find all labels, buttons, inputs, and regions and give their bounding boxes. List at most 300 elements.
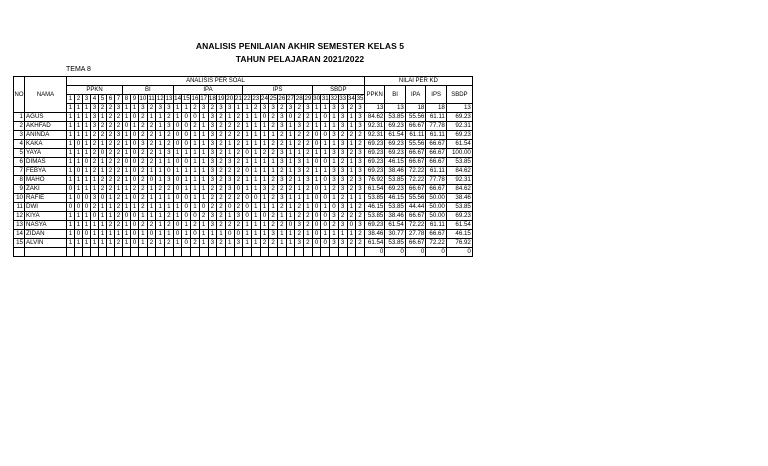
- score-cell: 1: [225, 239, 234, 248]
- kd-score-cell: 61.54: [385, 131, 406, 140]
- score-cell: 1: [199, 167, 208, 176]
- score-cell: 2: [234, 176, 243, 185]
- score-cell: 0: [131, 158, 139, 167]
- score-cell: 1: [243, 230, 252, 239]
- score-cell: 1: [251, 239, 260, 248]
- score-cell: 2: [91, 131, 99, 140]
- score-cell: 2: [115, 113, 123, 122]
- kd-score-cell: 66.67: [405, 149, 426, 158]
- score-cell: 3: [208, 212, 217, 221]
- score-cell: 2: [139, 203, 148, 212]
- score-cell: 1: [182, 221, 191, 230]
- score-cell: 3: [165, 176, 174, 185]
- score-cell: 2: [278, 221, 287, 230]
- score-cell: 0: [182, 113, 191, 122]
- score-cell: 2: [347, 212, 356, 221]
- student-row: [14, 113, 473, 122]
- score-cell: 2: [217, 203, 226, 212]
- score-cell: 0: [147, 176, 156, 185]
- question-number-cell: 31: [321, 95, 329, 102]
- kd-score-cell: 53.85: [446, 203, 472, 212]
- score-cell: 1: [321, 122, 330, 131]
- empty-cell: [269, 248, 278, 257]
- score-cell: 2: [356, 140, 365, 149]
- analisis-per-soal-header: ANALISIS PER SOAL: [67, 77, 365, 86]
- score-cell: 3: [295, 221, 304, 230]
- score-cell: 1: [75, 239, 83, 248]
- score-cell: 1: [225, 212, 234, 221]
- score-cell: 3: [295, 158, 304, 167]
- student-name: KAKA: [25, 140, 67, 149]
- score-cell: 1: [139, 212, 148, 221]
- score-cell: 2: [99, 131, 107, 140]
- total-cell: 0: [446, 248, 472, 257]
- question-number-cell: 6: [107, 95, 115, 104]
- kd-score-cell: 53.85: [446, 158, 472, 167]
- score-cell: 0: [312, 140, 321, 149]
- empty-cell: [356, 248, 365, 257]
- score-cell: 1: [182, 185, 191, 194]
- student-row: [14, 221, 473, 230]
- score-cell: 1: [165, 158, 174, 167]
- score-cell: 0: [75, 167, 83, 176]
- score-cell: 1: [199, 131, 208, 140]
- kd-score-cell: 84.62: [446, 167, 472, 176]
- subject-group-header: SBDP: [312, 86, 364, 95]
- question-number-cell: 21: [234, 95, 242, 102]
- question-number-cell: 11: [148, 95, 155, 102]
- score-cell: 2: [338, 158, 347, 167]
- score-cell: 0: [321, 158, 330, 167]
- score-cell: 1: [75, 122, 83, 131]
- empty-cell: [156, 248, 165, 257]
- score-cell: 2: [234, 194, 243, 203]
- score-cell: 2: [199, 212, 208, 221]
- score-cell: 2: [234, 158, 243, 167]
- question-weight-cell: 3: [338, 104, 347, 113]
- kd-score-cell: 27.78: [405, 230, 426, 239]
- score-cell: 0: [312, 203, 321, 212]
- student-number: 4: [14, 140, 25, 149]
- score-cell: 2: [107, 113, 115, 122]
- score-cell: 3: [338, 176, 347, 185]
- empty-cell: [217, 248, 226, 257]
- score-cell: 0: [83, 194, 91, 203]
- score-cell: 1: [199, 176, 208, 185]
- score-cell: 1: [83, 122, 91, 131]
- score-cell: 1: [91, 230, 99, 239]
- score-cell: 1: [147, 113, 156, 122]
- question-weight-cell: 2: [147, 104, 156, 113]
- kd-score-cell: 69.23: [364, 158, 385, 167]
- score-cell: 2: [115, 221, 123, 230]
- score-cell: 2: [115, 140, 123, 149]
- score-cell: 3: [278, 113, 287, 122]
- kd-score-cell: 61.11: [426, 221, 447, 230]
- kd-max-cell: 18: [426, 104, 447, 113]
- score-cell: 1: [115, 185, 123, 194]
- score-cell: 2: [269, 239, 278, 248]
- score-cell: 3: [338, 185, 347, 194]
- kd-score-cell: 66.67: [426, 185, 447, 194]
- total-cell: 0: [364, 248, 385, 257]
- score-cell: 2: [147, 158, 156, 167]
- score-cell: 1: [147, 167, 156, 176]
- kd-score-cell: 69.23: [364, 221, 385, 230]
- score-cell: 2: [304, 167, 313, 176]
- student-number: 3: [14, 131, 25, 140]
- score-cell: 2: [278, 185, 287, 194]
- score-cell: 2: [304, 212, 313, 221]
- score-cell: 1: [199, 194, 208, 203]
- score-cell: 2: [347, 185, 356, 194]
- score-cell: 1: [269, 131, 278, 140]
- empty-cell: [139, 248, 148, 257]
- kd-score-cell: 46.15: [385, 194, 406, 203]
- score-cell: 1: [312, 167, 321, 176]
- score-cell: 2: [304, 239, 313, 248]
- score-cell: 0: [182, 122, 191, 131]
- kd-score-cell: 53.85: [385, 239, 406, 248]
- student-name: NASYA: [25, 221, 67, 230]
- score-cell: 1: [67, 158, 75, 167]
- score-cell: 1: [199, 140, 208, 149]
- score-cell: 2: [107, 167, 115, 176]
- score-cell: 1: [191, 131, 200, 140]
- score-cell: 2: [165, 140, 174, 149]
- kd-label-header: IPS: [426, 86, 447, 104]
- kd-score-cell: 53.85: [385, 176, 406, 185]
- score-cell: 3: [356, 158, 365, 167]
- question-number-cell: 20: [226, 95, 234, 102]
- score-cell: 3: [208, 167, 217, 176]
- empty-cell: [278, 248, 287, 257]
- report-title-block: [0, 40, 600, 66]
- score-cell: 0: [83, 158, 91, 167]
- score-cell: 2: [295, 140, 304, 149]
- score-cell: 1: [83, 239, 91, 248]
- question-number-cell: 10: [139, 95, 147, 102]
- score-cell: 1: [304, 194, 313, 203]
- score-cell: 1: [156, 122, 165, 131]
- score-cell: 1: [251, 158, 260, 167]
- score-cell: 1: [99, 140, 107, 149]
- score-cell: 2: [147, 149, 156, 158]
- score-cell: 1: [75, 149, 83, 158]
- empty-cell: [260, 248, 269, 257]
- score-cell: 1: [75, 113, 83, 122]
- score-cell: 1: [286, 239, 295, 248]
- score-cell: 2: [330, 221, 339, 230]
- score-cell: 3: [338, 167, 347, 176]
- score-cell: 1: [99, 167, 107, 176]
- kd-score-cell: 72.22: [405, 221, 426, 230]
- score-cell: 0: [321, 212, 330, 221]
- kd-score-cell: 77.78: [426, 176, 447, 185]
- score-cell: 0: [75, 203, 83, 212]
- score-cell: 1: [107, 203, 115, 212]
- question-weight-cell: 2: [295, 104, 304, 113]
- question-weight-cell: 2: [251, 104, 260, 113]
- score-cell: 1: [156, 149, 165, 158]
- score-cell: 0: [330, 203, 339, 212]
- score-cell: 2: [165, 239, 174, 248]
- kd-score-cell: 38.46: [446, 194, 472, 203]
- score-cell: 0: [312, 131, 321, 140]
- score-cell: 1: [156, 140, 165, 149]
- kd-score-cell: 61.54: [385, 221, 406, 230]
- nama-header: NAMA: [25, 77, 67, 113]
- score-cell: 1: [243, 221, 252, 230]
- score-cell: 1: [251, 176, 260, 185]
- score-cell: 2: [191, 221, 200, 230]
- score-cell: 3: [356, 221, 365, 230]
- score-cell: 2: [347, 176, 356, 185]
- score-cell: 2: [217, 167, 226, 176]
- score-cell: 2: [217, 185, 226, 194]
- score-cell: 2: [115, 167, 123, 176]
- student-number: 14: [14, 230, 25, 239]
- score-cell: 1: [286, 167, 295, 176]
- score-cell: 1: [75, 158, 83, 167]
- score-cell: 1: [156, 158, 165, 167]
- score-cell: 0: [123, 212, 131, 221]
- empty-cell: [243, 248, 252, 257]
- score-cell: 1: [147, 203, 156, 212]
- score-cell: 2: [91, 149, 99, 158]
- score-cell: 2: [286, 176, 295, 185]
- score-cell: 1: [278, 212, 287, 221]
- score-cell: 1: [83, 113, 91, 122]
- score-cell: 0: [173, 230, 182, 239]
- kd-score-cell: 61.54: [364, 185, 385, 194]
- kd-score-cell: 69.23: [385, 122, 406, 131]
- kd-score-cell: 92.31: [364, 122, 385, 131]
- kd-score-cell: 69.23: [385, 140, 406, 149]
- question-weight-cell: 3: [225, 104, 234, 113]
- student-row: [14, 131, 473, 140]
- score-cell: 2: [147, 122, 156, 131]
- kd-score-cell: 55.56: [405, 113, 426, 122]
- score-cell: 1: [278, 230, 287, 239]
- kd-score-cell: 38.46: [364, 230, 385, 239]
- score-cell: 0: [75, 194, 83, 203]
- score-cell: 2: [304, 113, 313, 122]
- student-number: 8: [14, 176, 25, 185]
- empty-cell: [107, 248, 115, 257]
- score-cell: 1: [115, 230, 123, 239]
- kd-score-cell: 69.23: [446, 113, 472, 122]
- score-cell: 1: [321, 203, 330, 212]
- score-cell: 0: [131, 230, 139, 239]
- score-cell: 1: [75, 176, 83, 185]
- score-cell: 0: [321, 239, 330, 248]
- kd-score-cell: 55.56: [405, 140, 426, 149]
- score-cell: 0: [173, 176, 182, 185]
- kd-score-cell: 72.22: [405, 167, 426, 176]
- score-cell: 2: [139, 113, 148, 122]
- score-cell: 3: [338, 221, 347, 230]
- score-cell: 1: [356, 194, 365, 203]
- report-subtitle: TAHUN PELAJARAN 2021/2022: [235, 54, 365, 64]
- student-number: 1: [14, 113, 25, 122]
- empty-cell: [83, 248, 91, 257]
- score-cell: 1: [286, 140, 295, 149]
- kd-score-cell: 46.15: [385, 158, 406, 167]
- kd-max-cell: 13: [446, 104, 472, 113]
- score-cell: 1: [173, 203, 182, 212]
- score-cell: 2: [286, 185, 295, 194]
- score-cell: 1: [260, 221, 269, 230]
- score-cell: 1: [286, 230, 295, 239]
- kd-score-cell: 53.85: [364, 194, 385, 203]
- question-weight-cell: 1: [243, 104, 252, 113]
- score-cell: 0: [191, 230, 200, 239]
- score-cell: 2: [107, 158, 115, 167]
- score-cell: 2: [269, 185, 278, 194]
- kd-score-cell: 92.31: [446, 176, 472, 185]
- question-number-cell: 23: [252, 95, 260, 102]
- score-cell: 1: [321, 140, 330, 149]
- header-row-groups: [14, 86, 473, 95]
- tema-label: TEMA 8: [66, 66, 91, 73]
- score-cell: 1: [251, 167, 260, 176]
- score-cell: 2: [338, 194, 347, 203]
- score-cell: 2: [217, 131, 226, 140]
- question-weight-cell: 3: [217, 104, 226, 113]
- score-cell: 1: [156, 167, 165, 176]
- score-cell: 0: [182, 239, 191, 248]
- score-cell: 2: [225, 131, 234, 140]
- student-name: DIMAS: [25, 158, 67, 167]
- score-cell: 2: [165, 185, 174, 194]
- score-cell: 1: [156, 176, 165, 185]
- score-cell: 1: [83, 131, 91, 140]
- student-name: KIYA: [25, 212, 67, 221]
- score-cell: 1: [156, 230, 165, 239]
- score-cell: 0: [173, 185, 182, 194]
- score-cell: 1: [156, 212, 165, 221]
- score-cell: 0: [234, 230, 243, 239]
- empty-cell: [165, 248, 174, 257]
- kd-score-cell: 46.15: [446, 230, 472, 239]
- total-cell: 0: [426, 248, 447, 257]
- score-cell: 1: [147, 194, 156, 203]
- question-weight-cell: 1: [83, 104, 91, 113]
- score-cell: 0: [75, 140, 83, 149]
- score-cell: 1: [83, 140, 91, 149]
- score-cell: 1: [99, 230, 107, 239]
- score-cell: 0: [312, 221, 321, 230]
- kd-score-cell: 84.62: [364, 113, 385, 122]
- score-cell: 2: [191, 122, 200, 131]
- empty-cell: [347, 248, 356, 257]
- score-cell: 2: [139, 131, 148, 140]
- score-cell: 1: [83, 149, 91, 158]
- score-cell: 2: [295, 131, 304, 140]
- question-weight-cell: 1: [131, 104, 139, 113]
- score-cell: 1: [182, 176, 191, 185]
- student-name: ALVIN: [25, 239, 67, 248]
- student-name: ZAKI: [25, 185, 67, 194]
- empty-cell: [131, 248, 139, 257]
- score-cell: 0: [91, 212, 99, 221]
- score-cell: 1: [295, 149, 304, 158]
- kd-label-header: BI: [385, 86, 406, 104]
- score-cell: 1: [321, 149, 330, 158]
- student-row: [14, 167, 473, 176]
- score-cell: 0: [165, 167, 174, 176]
- score-cell: 1: [199, 230, 208, 239]
- question-weight-cell: 3: [330, 104, 339, 113]
- score-cell: 1: [286, 203, 295, 212]
- score-cell: 2: [234, 140, 243, 149]
- score-cell: 1: [173, 239, 182, 248]
- score-cell: 1: [99, 113, 107, 122]
- score-cell: 2: [107, 131, 115, 140]
- kd-score-cell: 53.85: [364, 212, 385, 221]
- score-cell: 2: [225, 221, 234, 230]
- score-cell: 1: [269, 167, 278, 176]
- student-row: [14, 212, 473, 221]
- report-title: ANALISIS PENILAIAN AKHIR SEMESTER KELAS 5: [195, 41, 405, 51]
- score-cell: 2: [217, 194, 226, 203]
- score-cell: 0: [321, 176, 330, 185]
- student-number: 5: [14, 149, 25, 158]
- score-cell: 0: [260, 113, 269, 122]
- score-cell: 0: [321, 113, 330, 122]
- score-cell: 1: [123, 239, 131, 248]
- question-weight-cell: 3: [165, 104, 174, 113]
- subject-group-header: BI: [123, 86, 174, 95]
- header-row-weights: [14, 104, 473, 113]
- score-cell: 2: [234, 167, 243, 176]
- score-cell: 1: [225, 149, 234, 158]
- score-cell: 1: [295, 185, 304, 194]
- kd-score-cell: 50.00: [426, 212, 447, 221]
- student-row: [14, 239, 473, 248]
- score-cell: 2: [139, 221, 148, 230]
- score-cell: 0: [321, 221, 330, 230]
- score-cell: 1: [243, 239, 252, 248]
- score-cell: 1: [83, 221, 91, 230]
- score-cell: 2: [304, 140, 313, 149]
- score-cell: 0: [182, 203, 191, 212]
- score-cell: 1: [191, 203, 200, 212]
- score-cell: 3: [356, 149, 365, 158]
- kd-score-cell: 38.46: [385, 212, 406, 221]
- student-number: 9: [14, 185, 25, 194]
- empty-cell: [14, 248, 25, 257]
- kd-score-cell: 61.11: [426, 167, 447, 176]
- kd-score-cell: 66.67: [405, 212, 426, 221]
- question-weight-cell: 2: [191, 104, 200, 113]
- score-cell: 2: [295, 113, 304, 122]
- score-cell: 2: [147, 221, 156, 230]
- total-cell: 0: [405, 248, 426, 257]
- score-cell: 3: [208, 113, 217, 122]
- question-number-cell: 12: [156, 95, 164, 102]
- empty-cell: [199, 248, 208, 257]
- total-cell: 0: [385, 248, 406, 257]
- score-cell: 1: [67, 167, 75, 176]
- kd-score-cell: 66.67: [405, 185, 426, 194]
- score-cell: 1: [199, 149, 208, 158]
- score-cell: 1: [304, 158, 313, 167]
- kd-score-cell: 53.85: [385, 113, 406, 122]
- score-cell: 3: [234, 212, 243, 221]
- score-cell: 2: [217, 158, 226, 167]
